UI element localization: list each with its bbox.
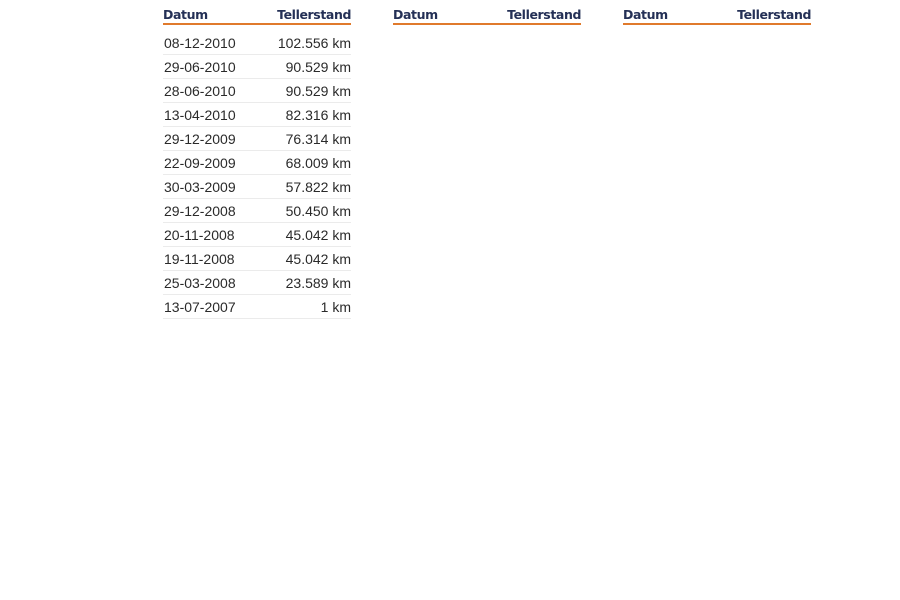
- row-reading: 68.009 km: [285, 154, 351, 171]
- table-row: [163, 175, 351, 199]
- row-date: 29-12-2009: [164, 130, 236, 147]
- header-reading: Tellerstand: [737, 7, 811, 22]
- table-row: [163, 223, 351, 247]
- table-header: [163, 6, 351, 25]
- row-date: 19-11-2008: [164, 250, 235, 267]
- row-date: 13-07-2007: [164, 298, 236, 315]
- header-date: Datum: [393, 7, 438, 22]
- row-reading: 45.042 km: [285, 226, 351, 243]
- table-row: [163, 79, 351, 103]
- table-row: [163, 31, 351, 55]
- table-row: [163, 103, 351, 127]
- header-date: Datum: [623, 7, 668, 22]
- row-reading: 82.316 km: [285, 106, 351, 123]
- table-row: [163, 127, 351, 151]
- row-date: 29-12-2008: [164, 202, 236, 219]
- row-reading: 50.450 km: [285, 202, 351, 219]
- table-row: [163, 271, 351, 295]
- header-reading: Tellerstand: [507, 7, 581, 22]
- row-reading: 1 km: [320, 298, 351, 315]
- row-reading: 23.589 km: [285, 274, 351, 291]
- row-date: 13-04-2010: [164, 106, 236, 123]
- table-header: [393, 6, 581, 25]
- row-reading: 90.529 km: [285, 82, 351, 99]
- row-reading: 90.529 km: [285, 58, 351, 75]
- row-date: 30-03-2009: [164, 178, 236, 195]
- row-date: 29-06-2010: [164, 58, 236, 75]
- row-date: 25-03-2008: [164, 274, 236, 291]
- odometer-table-column-2: [393, 6, 581, 25]
- row-reading: 76.314 km: [285, 130, 351, 147]
- table-row: [163, 199, 351, 223]
- table-header: [623, 6, 811, 25]
- row-date: 22-09-2009: [164, 154, 236, 171]
- table-row: [163, 295, 351, 319]
- table-row: [163, 151, 351, 175]
- row-reading: 102.556 km: [277, 34, 351, 51]
- header-date: Datum: [163, 7, 208, 22]
- row-reading: 57.822 km: [285, 178, 351, 195]
- table-row: [163, 55, 351, 79]
- odometer-table-column-1: [163, 6, 351, 319]
- header-reading: Tellerstand: [277, 7, 351, 22]
- row-date: 28-06-2010: [164, 82, 236, 99]
- row-date: 08-12-2010: [164, 34, 236, 51]
- table-row: [163, 247, 351, 271]
- row-reading: 45.042 km: [285, 250, 351, 267]
- row-date: 20-11-2008: [164, 226, 235, 243]
- table-body: [163, 31, 351, 319]
- odometer-table-column-3: [623, 6, 811, 25]
